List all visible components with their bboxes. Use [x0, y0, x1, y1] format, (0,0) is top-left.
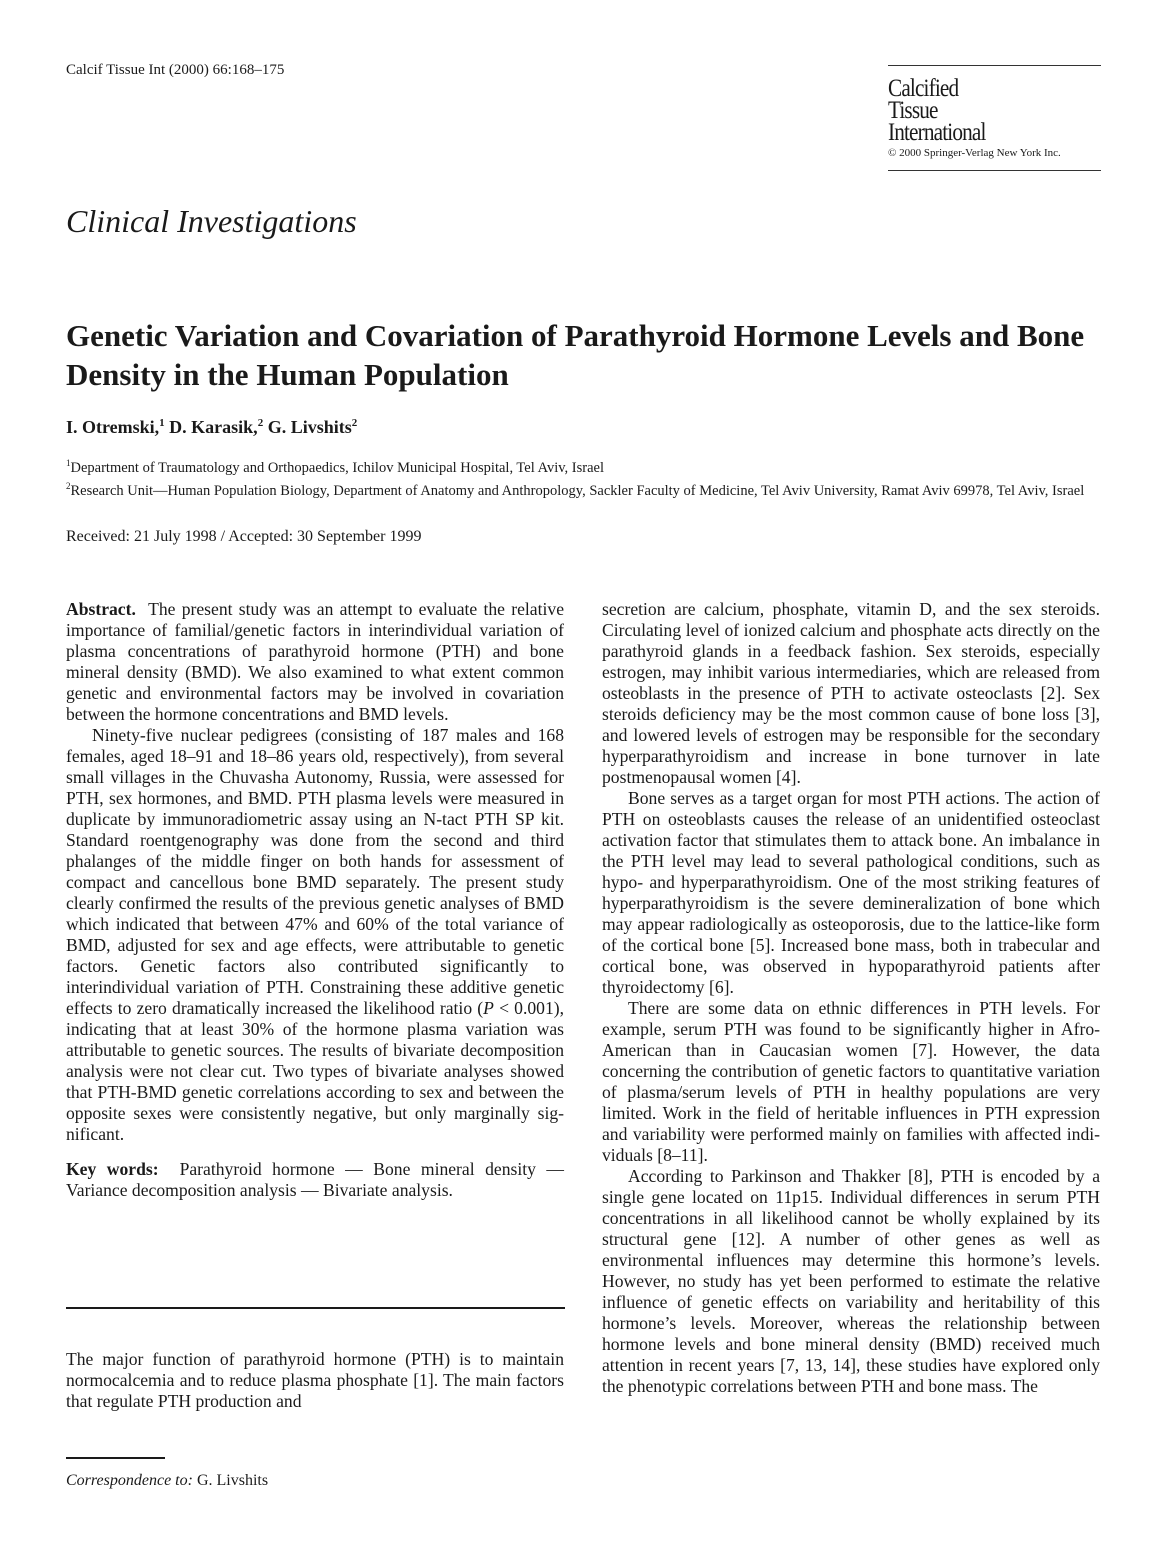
copyright-notice: © 2000 Springer-Verlag New York Inc.: [888, 147, 1061, 159]
author-name: D. Karasik,: [169, 417, 258, 437]
correspondence-footnote: [66, 1472, 268, 1490]
abstract-divider: [66, 1307, 565, 1309]
affiliations: [66, 454, 1101, 500]
body-paragraph: secretion are calcium, phosphate, vitamin D, and the sex steroids. Circulating level of ionized calcium and phosphate acts directly on the parathyroid glands in a feedback fashion. Sex steroids, especially estrogen, may inhibit various intermediaries, which are released from osteoblasts in the presence of PTH to activate osteoclasts [2]. Sex steroids deficiency may be the most common cause of bone loss [3], and lowered levels of estrogen may be responsible for the secondary hyperparathyroidism and increase in bone turnover in late postmenopausal women [4].: [602, 599, 1100, 787]
left-column: [66, 599, 564, 1201]
abstract-italic-p: P: [483, 998, 494, 1018]
affiliation-text: Research Unit—Human Population Biology, Department of Anatomy and Anthropology, Sackler Faculty of Medicine, Tel Aviv University, Ramat Aviv 69978, Tel Aviv, Israel: [70, 482, 1085, 499]
author-list: [66, 417, 357, 438]
author-affiliation-marker: 2: [351, 417, 358, 429]
correspondence-name: G. Livshits: [196, 1472, 269, 1489]
logo-line-international: International: [888, 119, 986, 146]
affiliation-item: [66, 454, 1101, 477]
abstract-text: The present study was an attempt to evaluate the relative importance of familial/genetic factors in interindividual variation of plasma concentrations of parathyroid hormone (PTH) and bone mineral density (BMD). We also examined to what extent common genetic and environmental factors may be involved in covariation between the hormone concentrations and BMD levels.: [66, 599, 564, 724]
logo-line-tissue: Tissue: [888, 97, 938, 124]
body-paragraph: Bone serves as a target organ for most PTH actions. The action of PTH on osteoblasts causes the release of an unidentified osteoclast activation factor that stimulates them to attack bone. An imbalance in the PTH level may lead to several pathological conditions, such as hypo- and hyperparathyroidism. One of the most striking features of hyperparathyroidism is the severe demineralization of bone which may appear radiologically as osteoporosis, due to the lattice-like form of the cortical bone [5]. Increased bone mass, both in trabecular and cortical bone, was observed in hypoparathyroid patients after thyroidectomy [6].: [602, 788, 1100, 997]
abstract-paragraph: [66, 599, 564, 725]
abstract-text: < 0.001), indicating that at least 30% of the hormone plasma variation was attributable to genetic sources. The results of bivariate decomposition analysis were not clear cut. Two types of bivariate analyses showed that PTH-BMD genetic correlations according to sex and between the opposite sexes were consistently negative, but only marginally significant.: [66, 998, 565, 1144]
affiliation-item: [66, 477, 1101, 500]
author-name: G. Livshits: [267, 417, 352, 437]
affiliation-marker: 1: [66, 458, 71, 468]
body-paragraph: There are some data on ethnic differences in PTH levels. For example, serum PTH was found to be significantly higher in Afro-American than in Caucasian women [7]. However, the data concerning the contribution of genetic factors to quantitative variation of plasma/serum levels of PTH in healthy populations are very limited. Work in the field of heritable influences in PTH expression and variability were performed mainly on families with affected individuals [8–11].: [602, 998, 1100, 1165]
logo-line-calcified: Calcified: [888, 75, 959, 102]
author-affiliation-marker: 2: [257, 417, 264, 429]
intro-paragraph: The major function of parathyroid hormone (PTH) is to maintain normocalcemia and to reduce plasma phosphate [1]. The main factors that regulate PTH production and: [66, 1349, 564, 1411]
author-affiliation-marker: 1: [159, 417, 165, 429]
abstract-label: Abstract.: [66, 599, 136, 619]
right-column: [602, 599, 1100, 1397]
journal-citation: Calcif Tissue Int (2000) 66:168–175: [66, 62, 285, 78]
journal-logo: [888, 65, 1101, 171]
keywords-label: Key words:: [66, 1159, 159, 1179]
keywords-text: Parathyroid hormone — Bone mineral density — Variance decomposition analysis — Bivariate analysis.: [66, 1159, 565, 1200]
body-paragraph: According to Parkinson and Thakker [8], PTH is encoded by a single gene located on 11p15. Individual differences in serum PTH concentrations in all likelihood cannot be wholly explained by its structural gene [12]. A number of other genes as well as environmental influences may determine this hormone’s levels. However, no study has yet been performed to estimate the relative influence of genetic effects on variability and heritability of this hormone’s levels. Moreover, whereas the relationship between hormone levels and bone mineral density (BMD) received much attention in recent years [7, 13, 14], these studies have explored only the phenotypic correlations between PTH and bone mass. The: [602, 1166, 1100, 1396]
affiliation-text: Department of Traumatology and Orthopaedics, Ichilov Municipal Hospital, Tel Aviv, Israel: [70, 459, 604, 476]
correspondence-label: Correspondence to:: [66, 1472, 193, 1489]
author-name: I. Otremski,: [66, 417, 160, 437]
keywords-paragraph: [66, 1159, 564, 1201]
affiliation-marker: 2: [66, 480, 71, 491]
paper-title: Genetic Variation and Covariation of Parathyroid Hormone Levels and Bone Density in the Human Population: [66, 318, 1085, 392]
received-dates: Received: 21 July 1998 / Accepted: 30 September 1999: [66, 528, 422, 545]
abstract-text: Ninety-five nuclear pedigrees (consisting of 187 males and 168 females, aged 18–91 and 18–86 years old, respectively), from several small villages in the Chuvasha Autonomy, Russia, were assessed for PTH, sex hormones, and BMD. PTH plasma levels were measured in duplicate by immunoradiometric assay using an N-tact PTH SP kit. Standard roentgenography was done from the second and third phalanges of the middle finger on both hands for assessment of compact and cancellous bone BMD separately. The present study clearly confirmed the results of the previous genetic analyses of BMD which indicated that between 47% and 60% of the total variance of BMD, adjusted for sex and age effects, were attributable to genetic factors. Genetic factors also contributed significantly to interindividual variation of PTH. Constraining these additive genetic effects to zero dramatically increased the likelihood ratio (: [66, 725, 564, 1018]
abstract-paragraph: [66, 725, 564, 1145]
footnote-divider: [66, 1457, 165, 1459]
section-heading: Clinical Investigations: [66, 203, 357, 239]
